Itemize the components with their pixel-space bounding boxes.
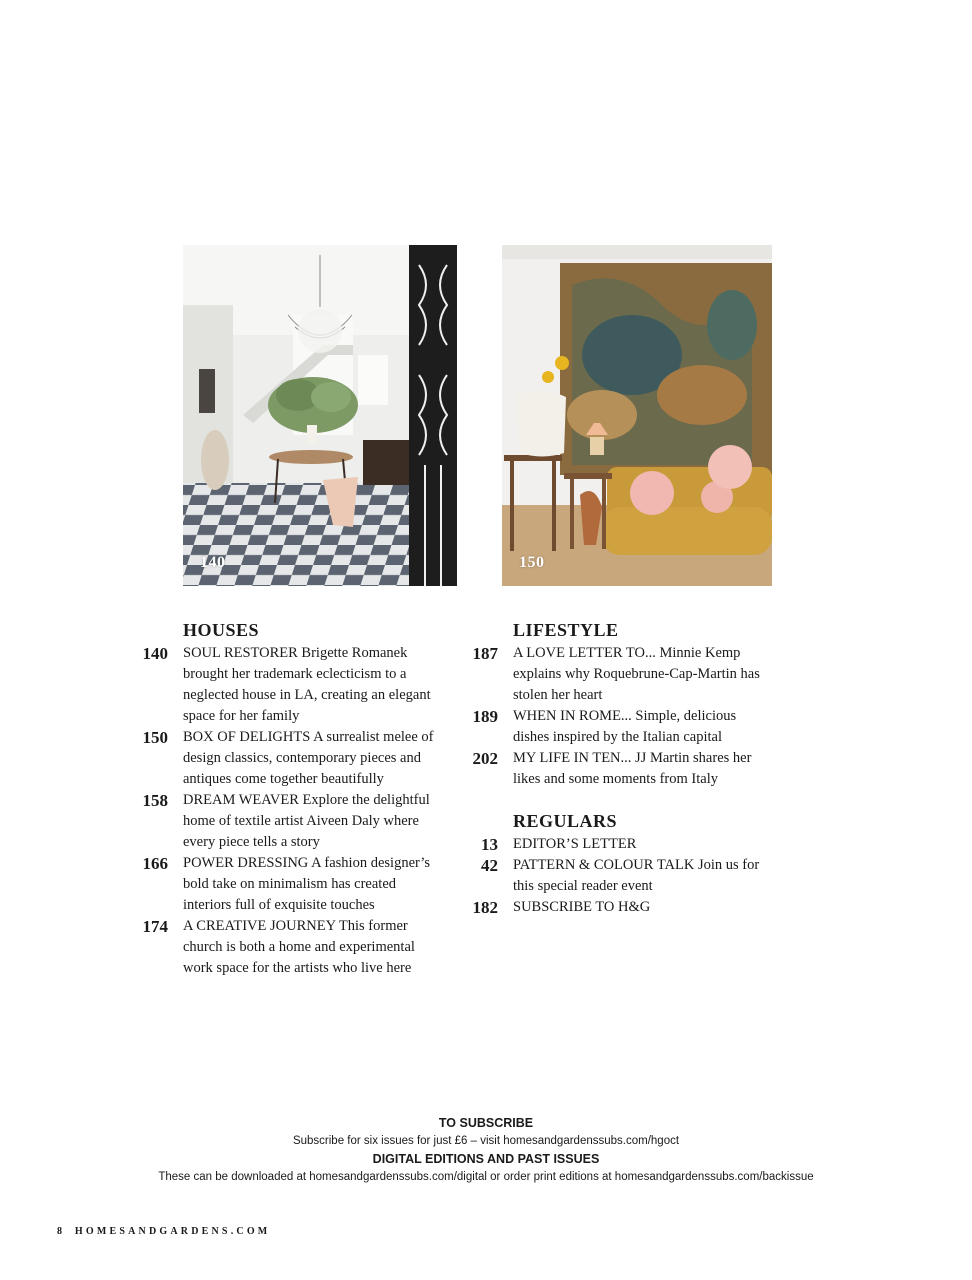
photo-page-number: 140 (200, 554, 226, 571)
photo-page-number: 150 (519, 554, 545, 571)
contents-entry[interactable] (466, 706, 786, 748)
entry-text: A LOVE LETTER TO... Minnie Kemp explains why Roquebrune-Cap-Martin has stolen her heart (513, 645, 760, 703)
subscribe-text[interactable]: Subscribe for six issues for just £6 – visit homesandgardenssubs.com/hgoct (292, 1135, 680, 1147)
entry-text: EDITOR’S LETTER (513, 836, 637, 852)
contents-entry[interactable] (466, 643, 786, 706)
section-title: HOUSES (183, 620, 260, 640)
contents-entry[interactable] (136, 643, 456, 727)
contents-entry[interactable] (136, 790, 456, 853)
contents-entry[interactable] (466, 897, 786, 918)
regulars-section (466, 810, 786, 918)
lifestyle-section (466, 619, 786, 918)
contents-entry[interactable] (136, 916, 456, 979)
footer-page-number: 8 (57, 1226, 66, 1237)
entry-text: SUBSCRIBE TO H&G (513, 899, 651, 915)
page-number: 42 (481, 856, 498, 875)
entry-text: DREAM WEAVER Explore the delightful home of textile artist Aiveen Daly where every piece tells a story (183, 792, 430, 850)
entry-text: SOUL RESTORER Brigette Romanek brought her trademark eclecticism to a neglected house in LA, creating an elegant space for her family (183, 645, 431, 724)
page-number: 158 (142, 791, 168, 810)
section-title: REGULARS (513, 811, 618, 831)
page-number: 187 (472, 644, 498, 663)
entry-text: WHEN IN ROME... Simple, delicious dishes inspired by the Italian capital (513, 708, 737, 745)
page-number: 13 (481, 835, 498, 854)
page-number: 182 (472, 898, 498, 917)
page-number: 150 (142, 728, 168, 747)
houses-section (136, 619, 456, 979)
page-footer (57, 1226, 270, 1237)
contents-entry[interactable] (136, 853, 456, 916)
subscribe-heading: TO SUBSCRIBE (438, 1116, 534, 1130)
contents-entry[interactable] (136, 727, 456, 790)
hallway-photo (183, 245, 457, 586)
tapestry-room-photo (502, 245, 772, 586)
contents-entry[interactable] (466, 834, 786, 855)
page-number: 202 (472, 749, 498, 768)
entry-text: A CREATIVE JOURNEY This former church is both a home and experimental work space for the artists who live here (183, 918, 415, 976)
subscribe-info (0, 1114, 972, 1186)
digital-editions-heading: DIGITAL EDITIONS AND PAST ISSUES (372, 1152, 600, 1166)
page-number: 174 (142, 917, 168, 936)
page-number: 166 (142, 854, 168, 873)
contents-entry[interactable] (466, 855, 786, 897)
entry-text: BOX OF DELIGHTS A surrealist melee of design classics, contemporary pieces and antiques come together beautifully (183, 729, 434, 787)
entry-text: MY LIFE IN TEN... JJ Martin shares her likes and some moments from Italy (513, 750, 752, 787)
footer-site[interactable]: HOMESANDGARDENS.COM (74, 1226, 271, 1237)
entry-text: PATTERN & COLOUR TALK Join us for this special reader event (513, 857, 760, 894)
contents-entry[interactable] (466, 748, 786, 790)
digital-editions-text[interactable]: These can be downloaded at homesandgardenssubs.com/digital or order print editions at homesandgardenssubs.com/backissue (158, 1171, 814, 1183)
section-title: LIFESTYLE (513, 620, 619, 640)
page-number: 140 (142, 644, 168, 663)
entry-text: POWER DRESSING A fashion designer’s bold take on minimalism has created interiors full of exquisite touches (183, 855, 431, 913)
page-number: 189 (472, 707, 498, 726)
